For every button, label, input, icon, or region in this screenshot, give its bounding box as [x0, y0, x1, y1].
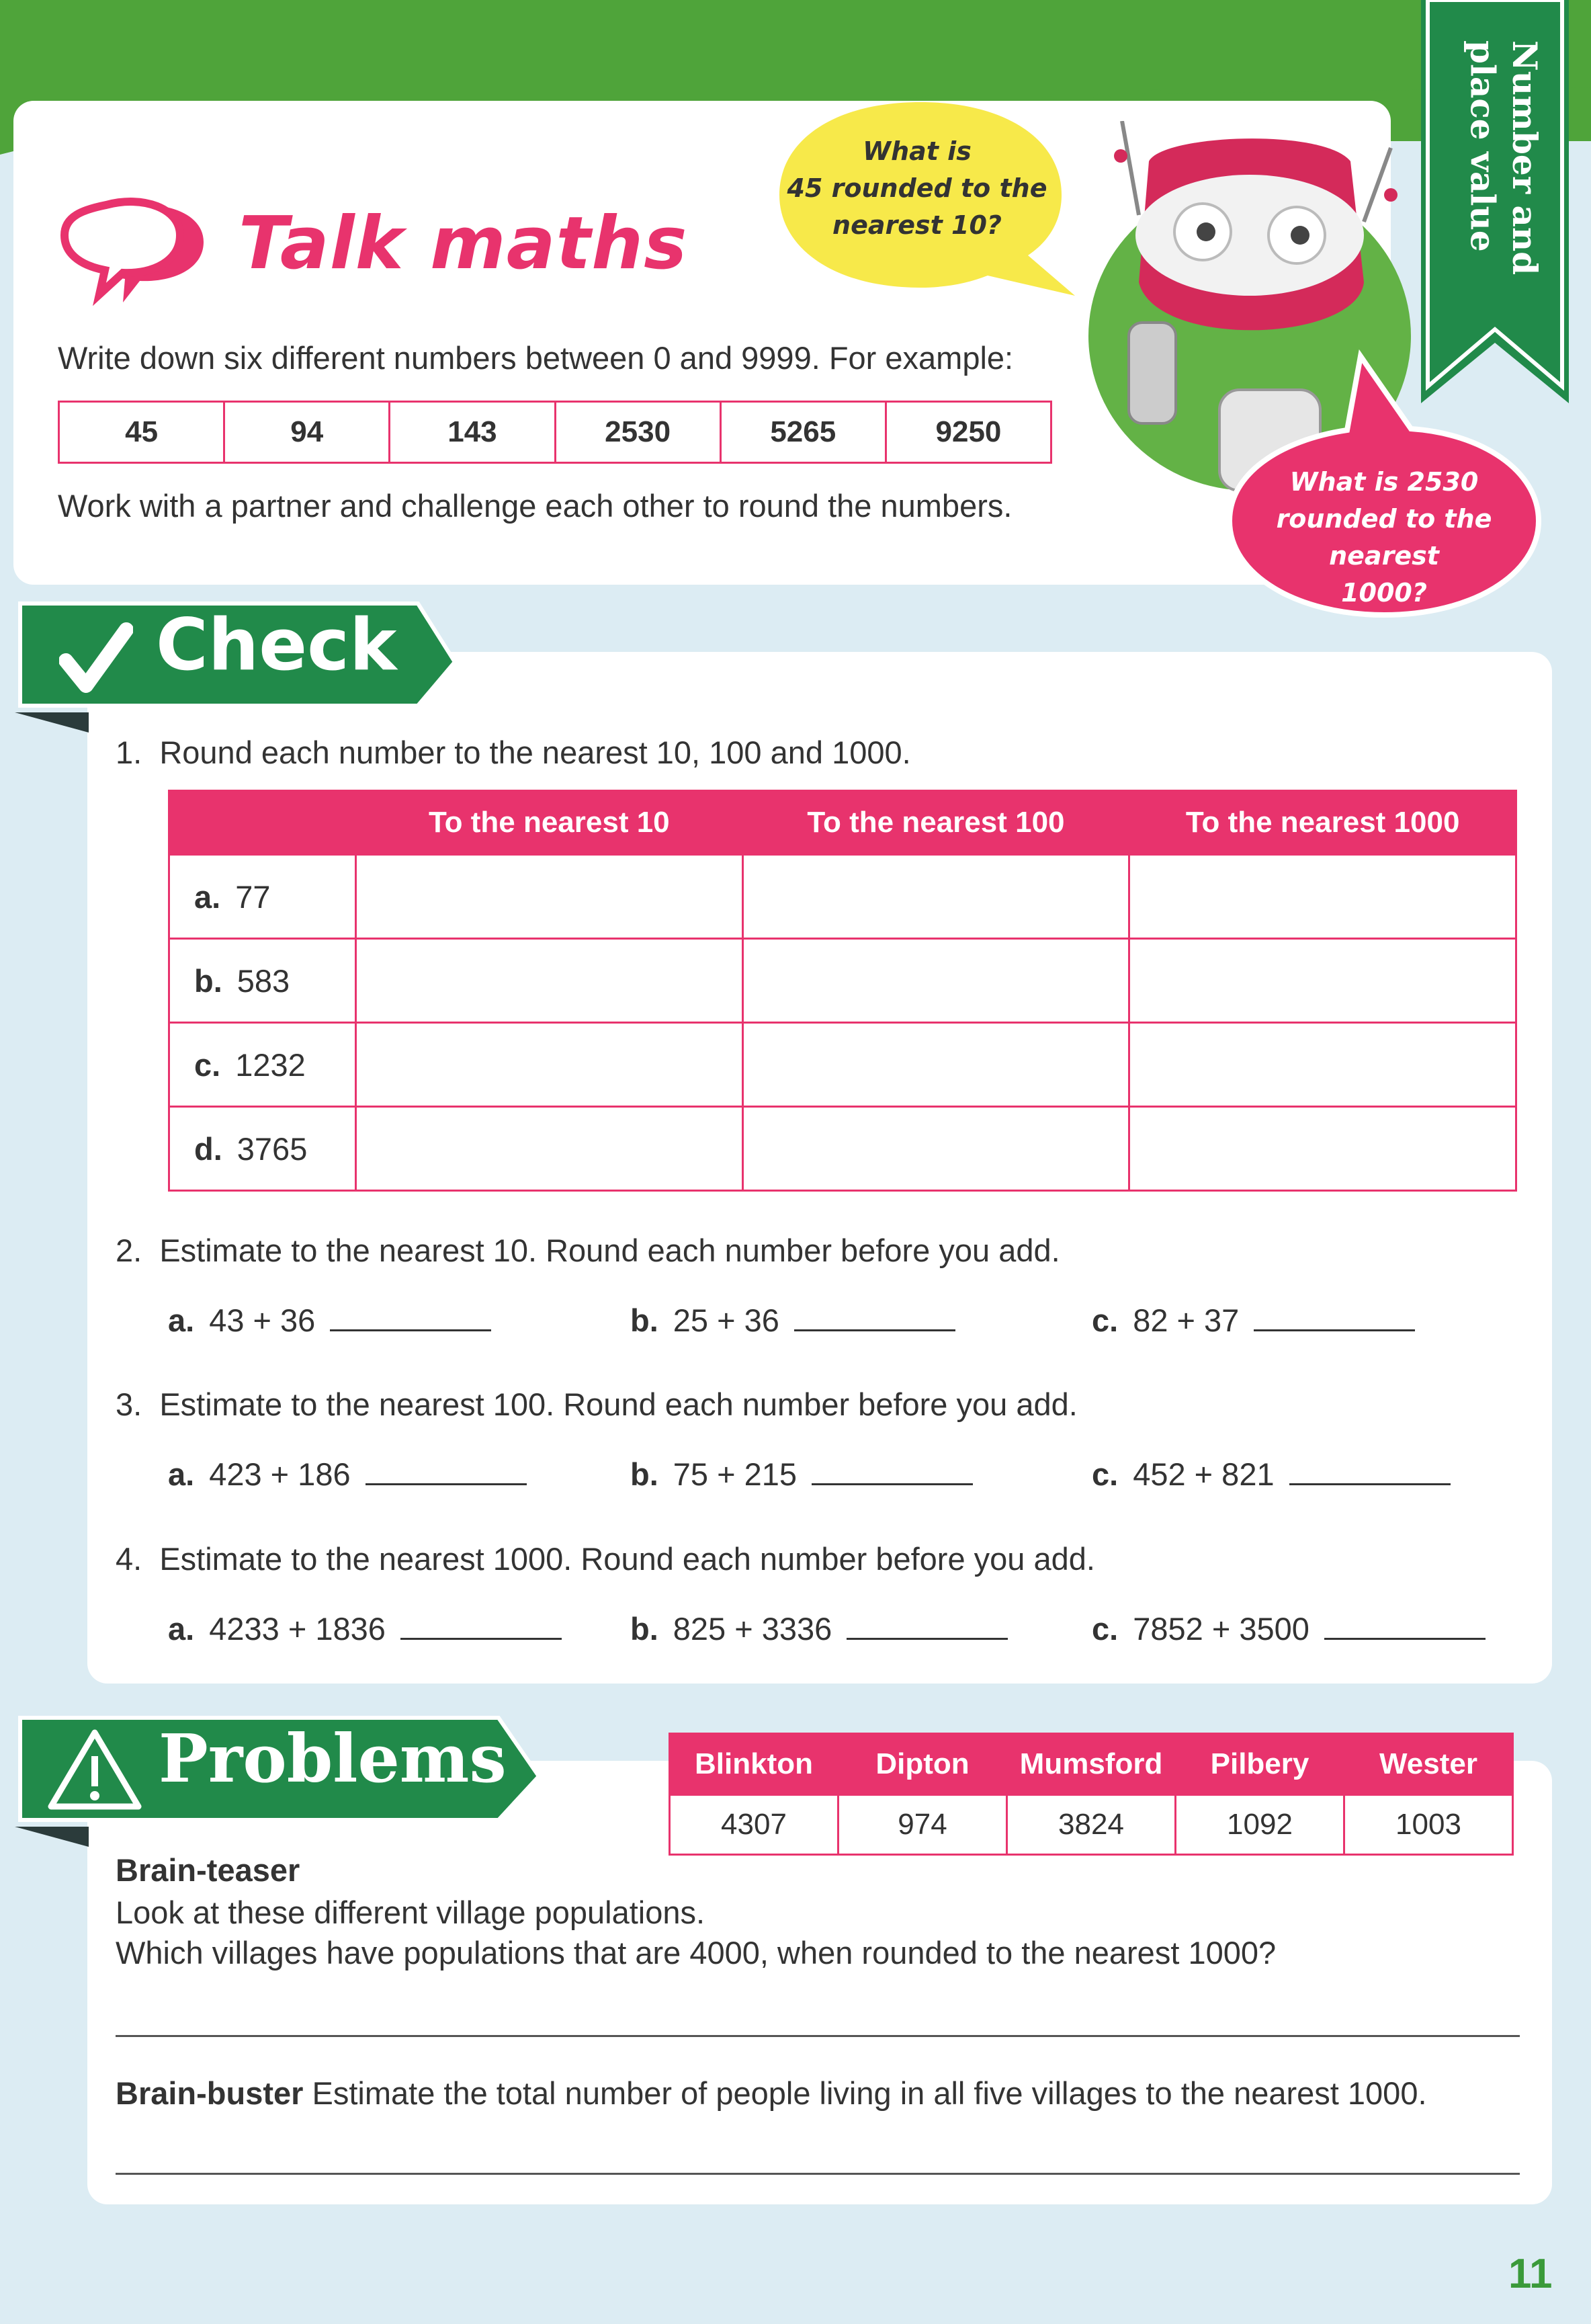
table-header: To the nearest 1000 [1129, 791, 1516, 855]
row-value: 1232 [235, 1046, 306, 1083]
question-text: Estimate to the nearest 10. Round each number before you add. [159, 1233, 1060, 1268]
answer-blank[interactable] [812, 1458, 973, 1485]
village-name: Blinkton [670, 1734, 838, 1795]
answer-cell[interactable] [356, 855, 743, 939]
answer-cell[interactable] [356, 1107, 743, 1191]
sub-letter: c. [1092, 1456, 1119, 1492]
question-number: 4. [116, 1541, 142, 1577]
yellow-bubble-line: nearest 10? [832, 210, 1002, 241]
row-letter: c. [194, 1046, 221, 1083]
answer-cell[interactable] [742, 855, 1129, 939]
sub-expression: 43 + 36 [209, 1302, 316, 1338]
sub-question [1092, 1610, 1486, 1647]
sub-question [630, 1302, 955, 1339]
answer-cell[interactable] [356, 939, 743, 1023]
speech-bubbles-icon [59, 195, 220, 309]
check-title: Check [156, 604, 397, 686]
table-header [169, 791, 356, 855]
example-number: 9250 [935, 415, 1002, 448]
question-number: 2. [116, 1233, 142, 1268]
row-value: 3765 [236, 1130, 308, 1167]
answer-blank[interactable] [1324, 1612, 1486, 1640]
question-4 [116, 1540, 1095, 1577]
answer-blank[interactable] [794, 1304, 955, 1331]
example-number: 5265 [722, 403, 887, 462]
answer-cell[interactable] [1129, 855, 1516, 939]
row-value: 583 [236, 962, 290, 999]
question-1 [116, 734, 911, 771]
table-header-row [670, 1734, 1513, 1795]
answer-cell[interactable] [742, 1107, 1129, 1191]
question-number: 3. [116, 1386, 142, 1422]
village-population: 4307 [670, 1795, 838, 1855]
answer-cell[interactable] [1129, 1107, 1516, 1191]
example-number: 143 [390, 403, 556, 462]
sub-question [630, 1610, 1008, 1647]
sub-question [1092, 1456, 1451, 1493]
answer-blank[interactable] [1289, 1458, 1451, 1485]
pink-bubble-line: What is 2530 [1289, 467, 1479, 497]
table-row [670, 1795, 1513, 1855]
row-label-cell [169, 939, 356, 1023]
sub-expression: 75 + 215 [673, 1456, 798, 1492]
pink-bubble-text [1236, 464, 1532, 612]
tick-icon [59, 622, 133, 696]
table-row [169, 1023, 1516, 1107]
sub-expression: 452 + 821 [1133, 1456, 1275, 1492]
answer-blank[interactable] [330, 1304, 491, 1331]
sub-letter: b. [630, 1611, 658, 1647]
question-text: Round each number to the nearest 10, 100 and 1000. [159, 735, 911, 770]
village-name: Dipton [838, 1734, 1007, 1795]
village-population: 3824 [1007, 1795, 1176, 1855]
sub-question [630, 1456, 973, 1493]
brain-buster-question: Estimate the total number of people living in all five villages to the nearest 1000. [312, 2075, 1427, 2111]
rounding-table [168, 790, 1517, 1192]
row-letter: b. [194, 962, 222, 999]
table-row [169, 939, 1516, 1023]
sub-expression: 423 + 186 [209, 1456, 351, 1492]
question-text: Estimate to the nearest 1000. Round each number before you add. [159, 1541, 1095, 1577]
yellow-bubble-text [779, 133, 1055, 244]
answer-blank[interactable] [400, 1612, 562, 1640]
table-row [169, 855, 1516, 939]
brain-teaser-heading: Brain-teaser [116, 1852, 300, 1888]
example-number: 2530 [556, 403, 722, 462]
example-numbers [58, 401, 1052, 464]
table-row [169, 1107, 1516, 1191]
example-number: 45 [60, 403, 225, 462]
sub-expression: 82 + 37 [1133, 1302, 1240, 1338]
row-value: 77 [235, 878, 271, 915]
row-label-cell [169, 855, 356, 939]
village-population: 1092 [1176, 1795, 1344, 1855]
answer-cell[interactable] [1129, 939, 1516, 1023]
sub-letter: a. [168, 1302, 195, 1338]
row-label-cell [169, 1023, 356, 1107]
pink-bubble-line: rounded to the nearest [1276, 504, 1492, 571]
answer-cell[interactable] [742, 939, 1129, 1023]
answer-line[interactable] [116, 2173, 1520, 2175]
village-population: 1003 [1344, 1795, 1513, 1855]
page-number: 11 [1508, 2251, 1553, 2297]
question-3 [116, 1386, 1078, 1423]
brain-teaser-line: Look at these different village populations. [116, 1895, 705, 1930]
sub-expression: 25 + 36 [673, 1302, 779, 1338]
talk-instruction: Write down six different numbers between 0 and 9999. For example: [58, 340, 1014, 376]
village-populations-table [669, 1733, 1514, 1856]
sub-letter: b. [630, 1456, 658, 1492]
table-header-row [169, 791, 1516, 855]
brain-teaser-question: Which villages have populations that are 4000, when rounded to the nearest 1000? [116, 1935, 1277, 1970]
brain-buster-heading: Brain-buster [116, 2075, 304, 2111]
yellow-bubble-line: 45 rounded to the [787, 173, 1047, 204]
sub-expression: 4233 + 1836 [209, 1611, 386, 1647]
row-letter: d. [194, 1130, 222, 1167]
sub-expression: 825 + 3336 [673, 1611, 832, 1647]
table-header: To the nearest 100 [742, 791, 1129, 855]
question-text: Estimate to the nearest 100. Round each number before you add. [159, 1386, 1078, 1422]
village-population: 974 [838, 1795, 1007, 1855]
sub-letter: c. [1092, 1611, 1119, 1647]
sub-letter: a. [168, 1611, 195, 1647]
sub-question [168, 1610, 562, 1647]
answer-blank[interactable] [847, 1612, 1008, 1640]
village-name: Pilbery [1176, 1734, 1344, 1795]
yellow-bubble-line: What is [863, 136, 972, 166]
warning-icon [44, 1726, 145, 1813]
answer-blank[interactable] [1254, 1304, 1415, 1331]
question-number: 1. [116, 735, 142, 770]
sub-question [1092, 1302, 1415, 1339]
question-2 [116, 1232, 1060, 1269]
sub-letter: c. [1092, 1302, 1119, 1338]
sub-letter: b. [630, 1302, 658, 1338]
brain-buster [116, 2075, 1427, 2112]
answer-blank[interactable] [366, 1458, 527, 1485]
answer-cell[interactable] [356, 1023, 743, 1107]
answer-cell[interactable] [742, 1023, 1129, 1107]
row-letter: a. [194, 878, 221, 915]
village-name: Wester [1344, 1734, 1513, 1795]
sub-expression: 7852 + 3500 [1133, 1611, 1309, 1647]
row-label-cell [169, 1107, 356, 1191]
talk-maths-title: Talk maths [239, 202, 688, 286]
answer-cell[interactable] [1129, 1023, 1516, 1107]
example-number: 94 [225, 403, 390, 462]
problems-title: Problems [159, 1720, 507, 1798]
sub-letter: a. [168, 1456, 195, 1492]
answer-line[interactable] [116, 2035, 1520, 2037]
sub-question [168, 1302, 491, 1339]
sub-question [168, 1456, 527, 1493]
pink-bubble-line: 1000? [1341, 578, 1427, 608]
section-label: Number and place value [1463, 40, 1545, 276]
village-name: Mumsford [1007, 1734, 1176, 1795]
partner-instruction: Work with a partner and challenge each other to round the numbers. [58, 488, 1013, 524]
table-header: To the nearest 10 [356, 791, 743, 855]
